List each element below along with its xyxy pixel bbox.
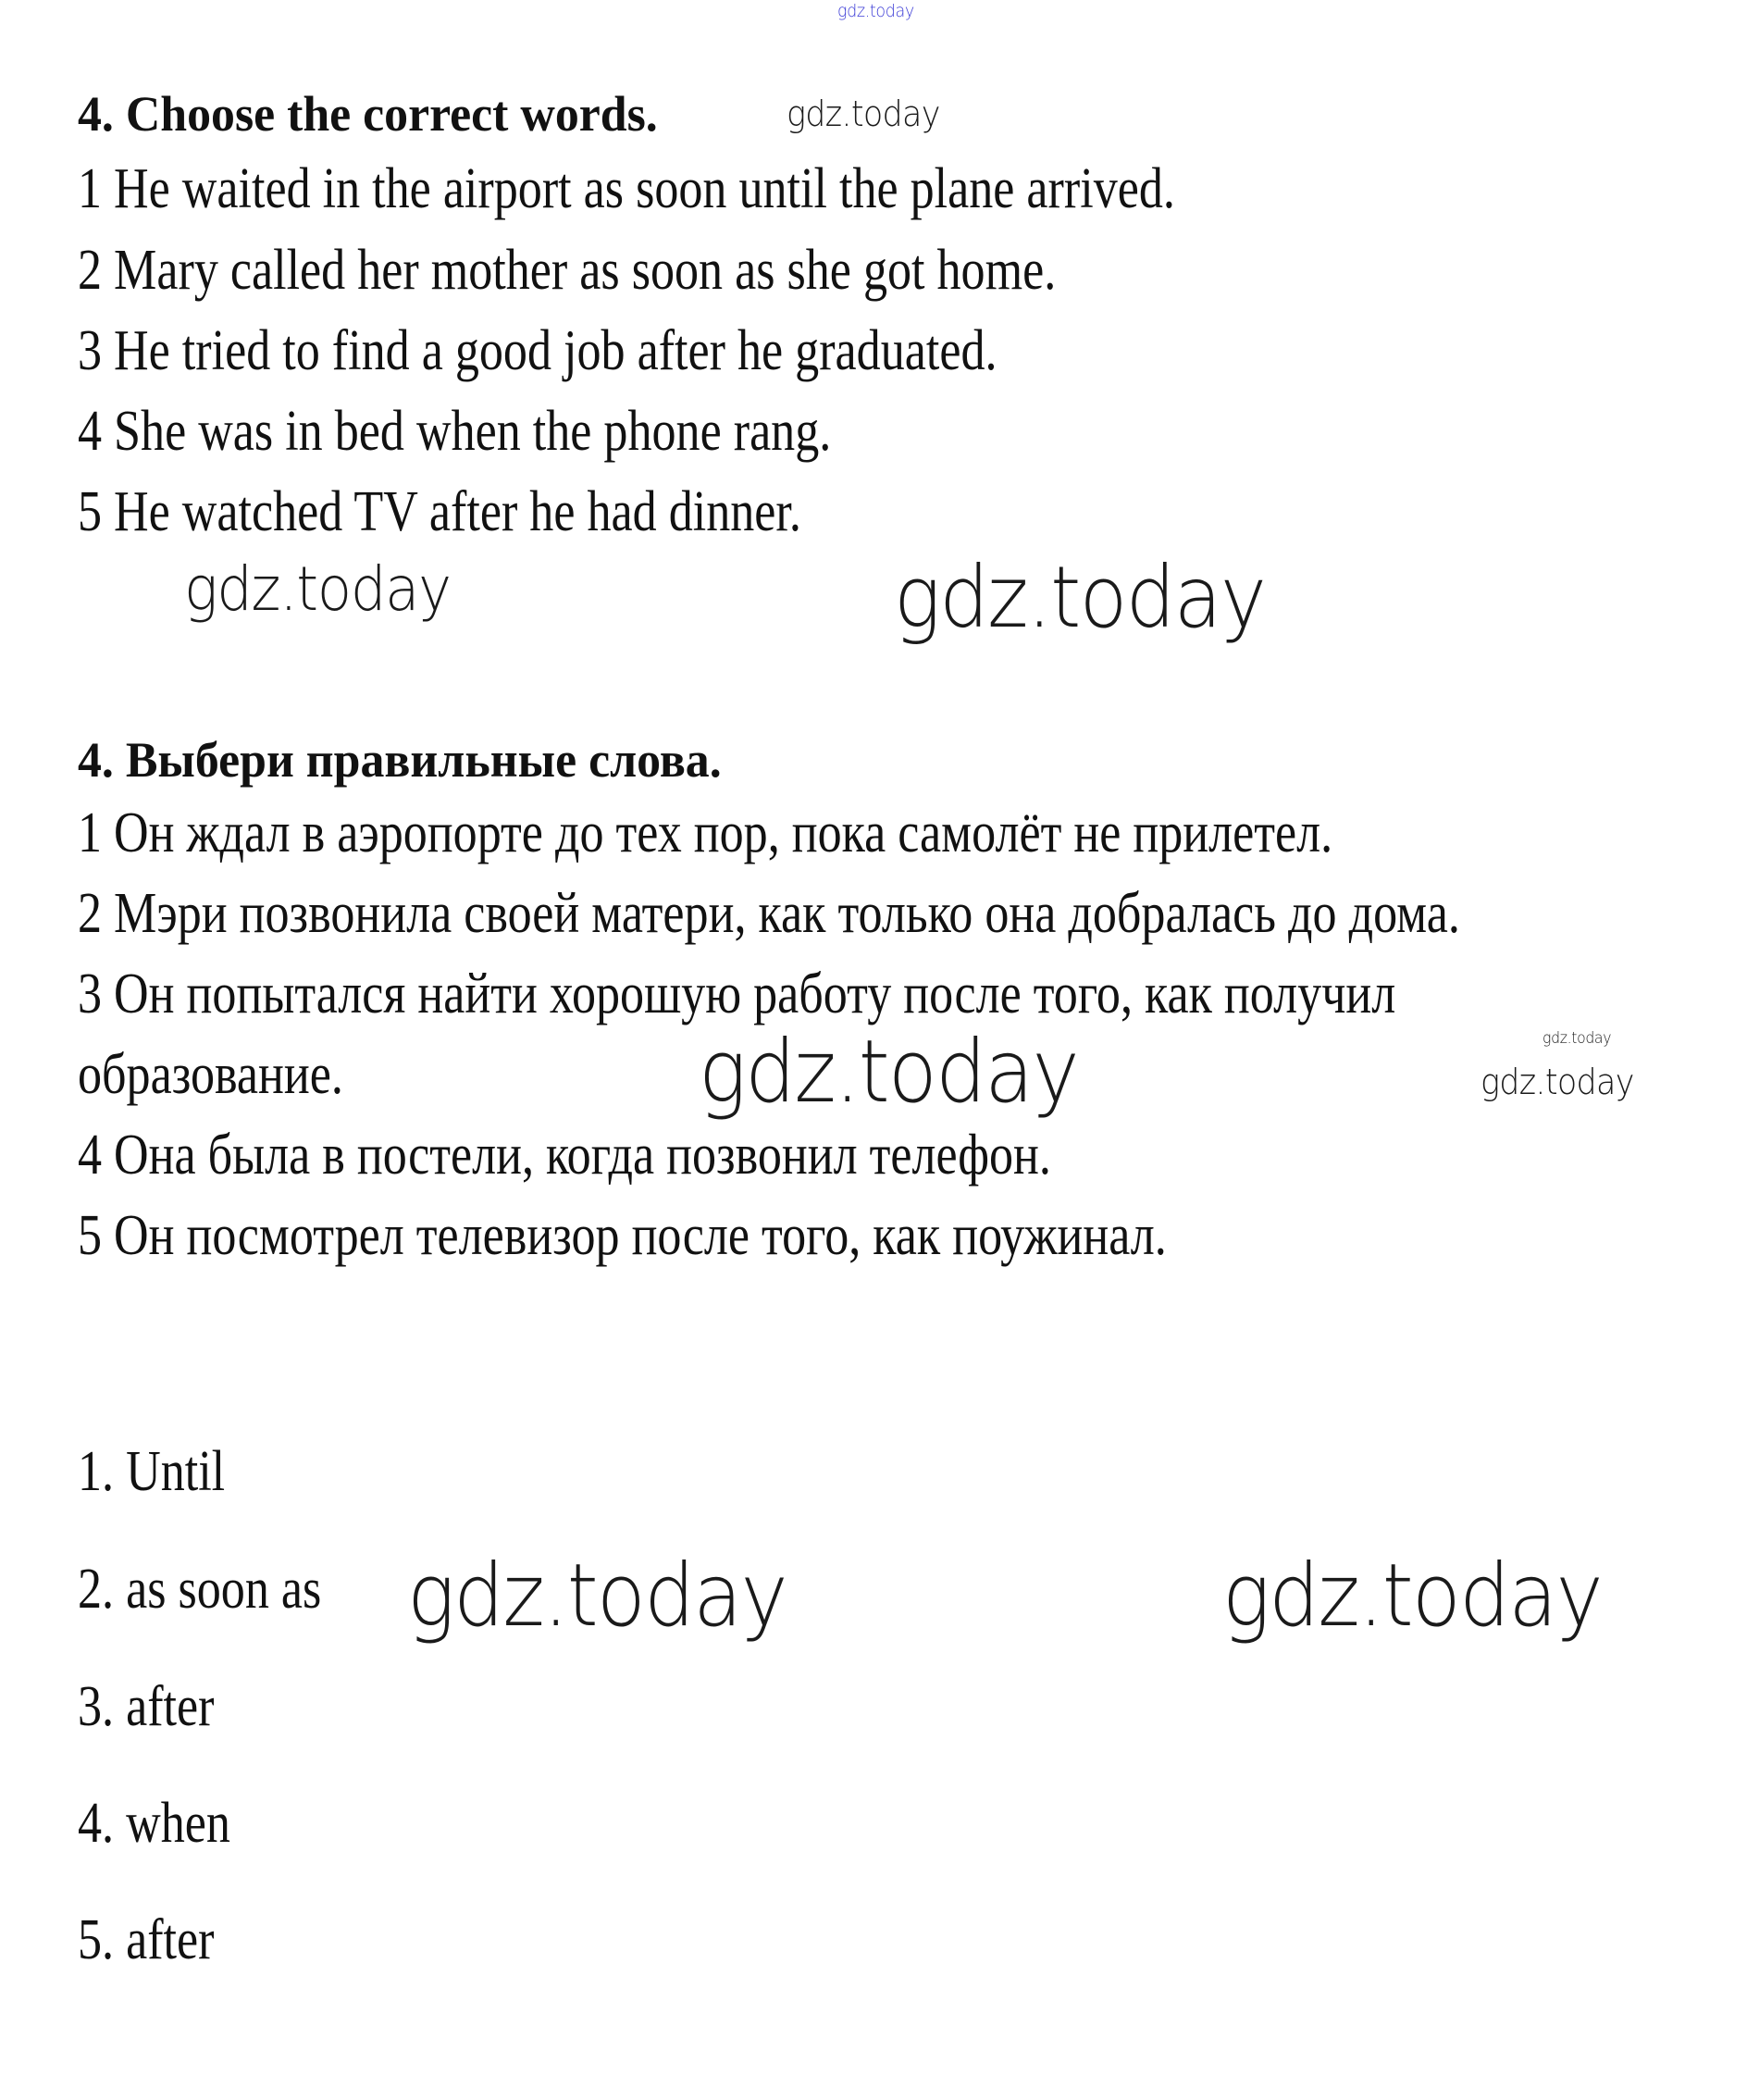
english-line-4: 4 She was in bed when the phone rang.	[78, 400, 832, 463]
russian-heading: 4. Выбери правильные слова.	[78, 732, 722, 788]
english-line-5: 5 He watched TV after he had dinner.	[78, 480, 801, 543]
watermark: gdz.today	[894, 548, 1266, 647]
english-line-2: 2 Mary called her mother as soon as she got home.	[78, 239, 1057, 302]
english-line-1: 1 He waited in the airport as soon until the plane arrived.	[78, 157, 1175, 220]
russian-line-2: 2 Мэри позвонила своей матери, как только она добралась до дома.	[78, 882, 1460, 945]
answer-4: 4. when	[78, 1792, 230, 1855]
watermark: gdz.today	[184, 553, 451, 625]
russian-line-4: 4 Она была в постели, когда позвонил телефон.	[78, 1124, 1051, 1187]
watermark: gdz.today	[1222, 1546, 1603, 1646]
watermark: gdz.today	[699, 1022, 1079, 1123]
russian-line-5: 5 Он посмотрел телевизор после того, как поужинал.	[78, 1204, 1167, 1267]
answer-2: 2. as soon as	[78, 1558, 322, 1621]
answer-1: 1. Until	[78, 1440, 226, 1503]
watermark: gdz.today	[787, 93, 940, 134]
english-heading: 4. Choose the correct words.	[78, 86, 658, 142]
answer-3: 3. after	[78, 1675, 215, 1738]
watermark: gdz.today	[1543, 1029, 1612, 1048]
watermark: gdz.today	[407, 1546, 787, 1646]
watermark: gdz.today	[1481, 1062, 1634, 1102]
watermark-top: gdz.today	[837, 1, 914, 21]
english-line-3: 3 He tried to find a good job after he graduated.	[78, 319, 997, 382]
russian-line-3: 3 Он попытался найти хорошую работу после того, как получил	[78, 963, 1396, 1025]
russian-line-1: 1 Он ждал в аэропорте до тех пор, пока самолёт не прилетел.	[78, 801, 1333, 864]
answer-5: 5. after	[78, 1908, 215, 1971]
russian-line-3-cont: образование.	[78, 1043, 343, 1106]
